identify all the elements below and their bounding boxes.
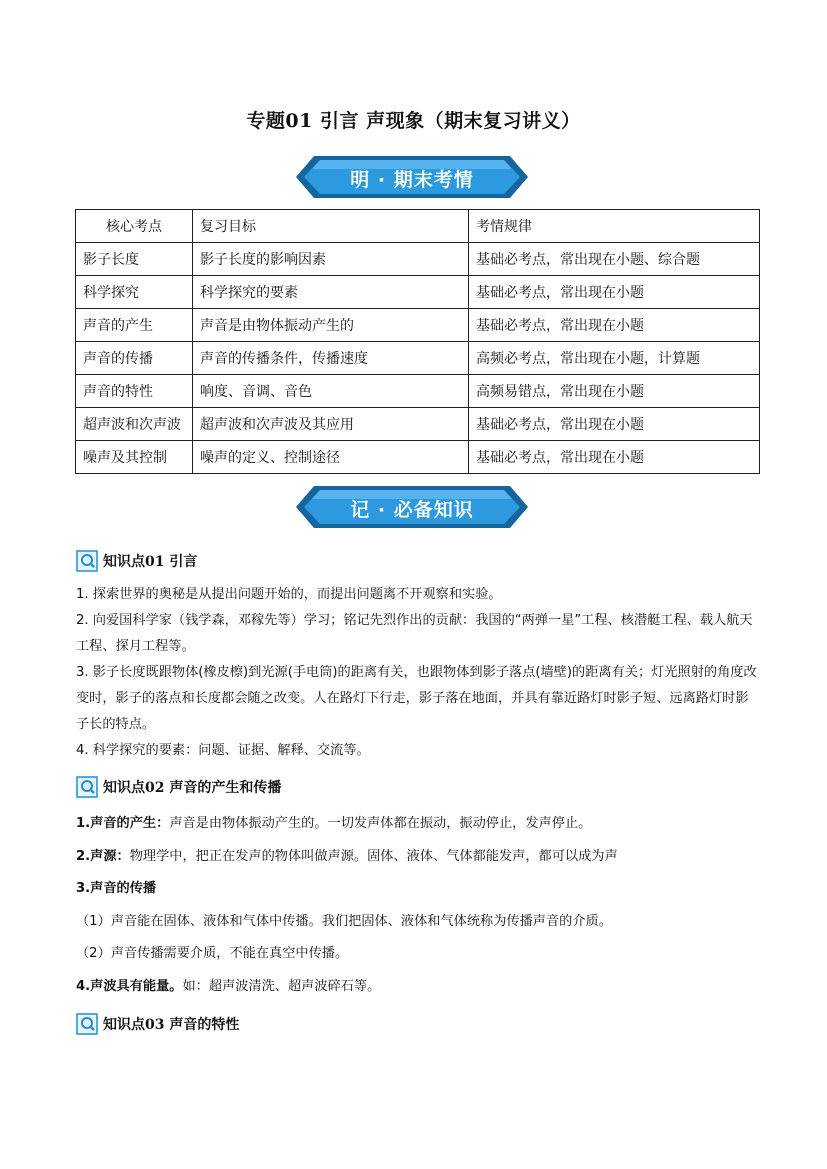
table-cell: 科学探究的要素 — [193, 276, 469, 309]
table-header: 核心考点 — [76, 210, 193, 243]
table-cell: 基础必考点，常出现在小题 — [469, 441, 760, 474]
table-header: 复习目标 — [193, 210, 469, 243]
sound-production-paragraph — [76, 811, 758, 837]
page-title: 专题01 引言 声现象（期末复习讲义） — [246, 110, 581, 132]
banner-key-knowledge — [296, 486, 528, 528]
magnifier-book-icon — [76, 550, 98, 572]
table-row — [76, 375, 760, 408]
section-heading-label: 知识点03 声音的特性 — [103, 1017, 240, 1033]
banner-title: 明 · 期末考情 — [350, 169, 474, 191]
bold-term: 2.声源： — [76, 849, 130, 864]
table-row — [76, 342, 760, 375]
magnifier-book-icon — [76, 776, 98, 798]
section-heading-sound-production — [76, 774, 281, 800]
table-cell: 基础必考点，常出现在小题 — [469, 408, 760, 441]
section-heading-label: 知识点02 声音的产生和传播 — [103, 780, 282, 796]
section-heading-intro — [76, 548, 197, 574]
table-cell: 响度、音调、音色 — [193, 375, 469, 408]
paragraph-text: 声音是由物体振动产生的。一切发声体都在振动，振动停止，发声停止。 — [169, 816, 592, 831]
propagation-point: （1）声音能在固体、液体和气体中传播。我们把固体、液体和气体统称为传播声音的介质。 — [76, 914, 612, 929]
table-header-row — [76, 210, 760, 243]
section1-item: 2. 向爱国科学家（钱学森，邓稼先等）学习；铭记先烈作出的贡献：我国的“两弹一星”工程、核潜艇工程、载人航天工程、探月工程等。 — [76, 613, 753, 654]
sound-propagation-heading — [76, 876, 758, 902]
paragraph-text: 物理学中，把正在发声的物体叫做声源。固体、液体、气体都能发声，都可以成为声 — [129, 849, 618, 864]
section1-item: 4. 科学探究的要素：问题、证据、解释、交流等。 — [76, 743, 370, 758]
table-cell: 声音是由物体振动产生的 — [193, 309, 469, 342]
table-cell: 声音的传播 — [76, 342, 193, 375]
table-cell: 声音的特性 — [76, 375, 193, 408]
table-cell: 超声波和次声波及其应用 — [193, 408, 469, 441]
section1-item: 1. 探索世界的奥秘是从提出问题开始的，而提出问题离不开观察和实验。 — [76, 587, 502, 602]
table-row — [76, 276, 760, 309]
sound-source-paragraph — [76, 844, 758, 870]
table-row — [76, 408, 760, 441]
table-cell: 科学探究 — [76, 276, 193, 309]
section-heading-sound-characteristics — [76, 1011, 239, 1037]
table-cell: 噪声及其控制 — [76, 441, 193, 474]
table-cell: 噪声的定义、控制途径 — [193, 441, 469, 474]
table-header: 考情规律 — [469, 210, 760, 243]
table-cell: 超声波和次声波 — [76, 408, 193, 441]
table-cell: 声音的传播条件，传播速度 — [193, 342, 469, 375]
table-cell: 基础必考点，常出现在小题 — [469, 309, 760, 342]
banner-title: 记 · 必备知识 — [350, 499, 474, 521]
table-cell: 基础必考点，常出现在小题、综合题 — [469, 243, 760, 276]
table-cell: 基础必考点，常出现在小题 — [469, 276, 760, 309]
bold-term: 4.声波具有能量。 — [76, 979, 183, 994]
bold-term: 3.声音的传播 — [76, 881, 157, 896]
table-row — [76, 441, 760, 474]
magnifier-book-icon — [76, 1013, 98, 1035]
bold-term: 1.声音的产生： — [76, 816, 170, 831]
table-row — [76, 309, 760, 342]
exam-info-table — [75, 209, 760, 474]
paragraph-text: 如：超声波清洗、超声波碎石等。 — [182, 979, 381, 994]
sound-energy-paragraph — [76, 974, 758, 1000]
table-cell: 高频易错点，常出现在小题 — [469, 375, 760, 408]
table-cell: 高频必考点，常出现在小题，计算题 — [469, 342, 760, 375]
table-row — [76, 243, 760, 276]
table-cell: 影子长度的影响因素 — [193, 243, 469, 276]
table-cell: 影子长度 — [76, 243, 193, 276]
section1-item: 3. 影子长度既跟物体(橡皮檫)到光源(手电筒)的距离有关，也跟物体到影子落点(墙壁)的距离有关；灯光照射的角度改变时，影子的落点和长度都会随之改变。人在路灯下行走，影子落在地面，并具有靠近路灯时影子短、远离路灯时影子长的特点。 — [76, 665, 757, 732]
banner-exam-analysis — [296, 156, 528, 198]
propagation-point: （2）声音传播需要介质，不能在真空中传播。 — [76, 946, 349, 961]
table-cell: 声音的产生 — [76, 309, 193, 342]
section-heading-label: 知识点01 引言 — [103, 554, 198, 570]
